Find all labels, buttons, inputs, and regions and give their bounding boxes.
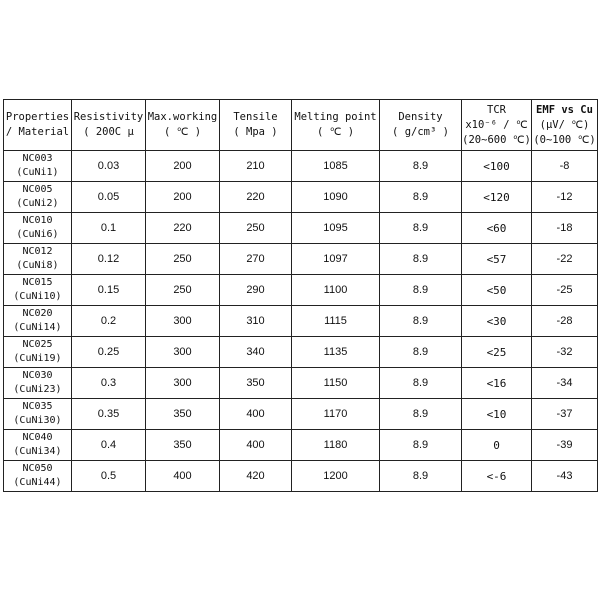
resistivity-cell: 0.35 — [72, 399, 146, 430]
density-cell: 8.9 — [380, 275, 462, 306]
emf-cell: -34 — [532, 368, 598, 399]
header-max-working — [146, 100, 220, 151]
header-line: x10⁻⁶ / ℃ — [465, 118, 528, 131]
density-cell: 8.9 — [380, 368, 462, 399]
table-row — [4, 461, 598, 492]
material-code: NC035 — [22, 401, 53, 412]
resistivity-cell: 0.3 — [72, 368, 146, 399]
material-alloy: (CuNi23) — [13, 384, 62, 395]
header-line: TCR — [487, 103, 506, 116]
material-alloy: (CuNi30) — [13, 415, 62, 426]
header-emf — [532, 100, 598, 151]
header-tcr — [462, 100, 532, 151]
density-cell: 8.9 — [380, 461, 462, 492]
resistivity-cell: 0.4 — [72, 430, 146, 461]
max-working-cell: 350 — [146, 430, 220, 461]
max-working-cell: 250 — [146, 244, 220, 275]
density-cell: 8.9 — [380, 337, 462, 368]
properties-table-container — [3, 99, 597, 492]
tcr-cell: <50 — [462, 275, 532, 306]
header-line: Resistivity — [73, 111, 144, 123]
emf-cell: -43 — [532, 461, 598, 492]
density-cell: 8.9 — [380, 182, 462, 213]
tcr-cell: <16 — [462, 368, 532, 399]
tcr-cell: <30 — [462, 306, 532, 337]
melting-point-cell: 1150 — [292, 368, 380, 399]
header-line: ( Mpa ) — [233, 126, 278, 138]
header-line: / Material — [5, 126, 70, 138]
density-cell: 8.9 — [380, 244, 462, 275]
tcr-cell: <60 — [462, 213, 532, 244]
max-working-cell: 350 — [146, 399, 220, 430]
melting-point-cell: 1200 — [292, 461, 380, 492]
material-cell — [4, 430, 72, 461]
resistivity-cell: 0.12 — [72, 244, 146, 275]
tcr-cell: <120 — [462, 182, 532, 213]
material-alloy: (CuNi10) — [13, 291, 62, 302]
tcr-cell: <-6 — [462, 461, 532, 492]
emf-cell: -12 — [532, 182, 598, 213]
tcr-cell: <100 — [462, 151, 532, 182]
tensile-cell: 400 — [220, 399, 292, 430]
tensile-cell: 420 — [220, 461, 292, 492]
material-code: NC020 — [22, 308, 53, 319]
material-alloy: (CuNi14) — [13, 322, 62, 333]
max-working-cell: 300 — [146, 337, 220, 368]
header-line: Density — [398, 111, 443, 123]
header-line: (0~100 ℃) — [533, 133, 596, 146]
header-line: (μV/ ℃) — [539, 118, 590, 131]
tcr-cell: 0 — [462, 430, 532, 461]
header-line: Max.working — [147, 111, 218, 123]
max-working-cell: 200 — [146, 151, 220, 182]
table-row — [4, 399, 598, 430]
header-properties — [4, 100, 72, 151]
material-cell — [4, 182, 72, 213]
header-line: ( 200C μ — [83, 126, 134, 138]
resistivity-cell: 0.1 — [72, 213, 146, 244]
header-line: Properties — [5, 111, 70, 123]
table-body — [4, 151, 598, 492]
material-cell — [4, 213, 72, 244]
emf-cell: -8 — [532, 151, 598, 182]
density-cell: 8.9 — [380, 306, 462, 337]
max-working-cell: 300 — [146, 306, 220, 337]
melting-point-cell: 1100 — [292, 275, 380, 306]
melting-point-cell: 1135 — [292, 337, 380, 368]
resistivity-cell: 0.5 — [72, 461, 146, 492]
material-cell — [4, 461, 72, 492]
max-working-cell: 300 — [146, 368, 220, 399]
melting-point-cell: 1170 — [292, 399, 380, 430]
material-code: NC010 — [22, 215, 53, 226]
material-code: NC025 — [22, 339, 53, 350]
header-line: EMF vs Cu — [536, 103, 593, 116]
tensile-cell: 350 — [220, 368, 292, 399]
tensile-cell: 210 — [220, 151, 292, 182]
material-code: NC050 — [22, 463, 53, 474]
table-row — [4, 306, 598, 337]
tensile-cell: 290 — [220, 275, 292, 306]
header-line: ( ℃ ) — [163, 126, 202, 138]
table-header — [4, 100, 598, 151]
material-cell — [4, 337, 72, 368]
material-alloy: (CuNi2) — [16, 198, 59, 209]
melting-point-cell: 1180 — [292, 430, 380, 461]
tensile-cell: 400 — [220, 430, 292, 461]
table-row — [4, 337, 598, 368]
material-code: NC012 — [22, 246, 53, 257]
material-code: NC005 — [22, 184, 53, 195]
table-row — [4, 368, 598, 399]
max-working-cell: 200 — [146, 182, 220, 213]
header-resistivity — [72, 100, 146, 151]
tensile-cell: 340 — [220, 337, 292, 368]
emf-cell: -18 — [532, 213, 598, 244]
emf-cell: -32 — [532, 337, 598, 368]
resistivity-cell: 0.05 — [72, 182, 146, 213]
material-cell — [4, 306, 72, 337]
material-alloy: (CuNi6) — [16, 229, 59, 240]
header-density — [380, 100, 462, 151]
resistivity-cell: 0.2 — [72, 306, 146, 337]
header-line: (20~600 ℃) — [462, 133, 531, 146]
material-code: NC040 — [22, 432, 53, 443]
header-row — [4, 100, 598, 151]
material-alloy: (CuNi34) — [13, 446, 62, 457]
material-cell — [4, 275, 72, 306]
density-cell: 8.9 — [380, 430, 462, 461]
material-cell — [4, 244, 72, 275]
melting-point-cell: 1095 — [292, 213, 380, 244]
tensile-cell: 250 — [220, 213, 292, 244]
alloy-properties-table — [3, 99, 598, 492]
tcr-cell: <25 — [462, 337, 532, 368]
material-alloy: (CuNi19) — [13, 353, 62, 364]
resistivity-cell: 0.03 — [72, 151, 146, 182]
tcr-cell: <57 — [462, 244, 532, 275]
material-alloy: (CuNi44) — [13, 477, 62, 488]
density-cell: 8.9 — [380, 213, 462, 244]
material-alloy: (CuNi1) — [16, 167, 59, 178]
tensile-cell: 270 — [220, 244, 292, 275]
tcr-cell: <10 — [462, 399, 532, 430]
melting-point-cell: 1090 — [292, 182, 380, 213]
material-code: NC015 — [22, 277, 53, 288]
material-cell — [4, 368, 72, 399]
emf-cell: -39 — [532, 430, 598, 461]
tensile-cell: 310 — [220, 306, 292, 337]
resistivity-cell: 0.15 — [72, 275, 146, 306]
header-line: Tensile — [233, 111, 278, 123]
resistivity-cell: 0.25 — [72, 337, 146, 368]
melting-point-cell: 1085 — [292, 151, 380, 182]
table-row — [4, 275, 598, 306]
melting-point-cell: 1115 — [292, 306, 380, 337]
header-line: Melting point — [294, 111, 377, 123]
emf-cell: -22 — [532, 244, 598, 275]
table-row — [4, 430, 598, 461]
density-cell: 8.9 — [380, 151, 462, 182]
emf-cell: -37 — [532, 399, 598, 430]
header-line: ( ℃ ) — [316, 126, 355, 138]
max-working-cell: 400 — [146, 461, 220, 492]
material-cell — [4, 399, 72, 430]
density-cell: 8.9 — [380, 399, 462, 430]
material-alloy: (CuNi8) — [16, 260, 59, 271]
max-working-cell: 220 — [146, 213, 220, 244]
emf-cell: -28 — [532, 306, 598, 337]
header-line: ( g/cm³ ) — [392, 126, 449, 138]
table-row — [4, 182, 598, 213]
melting-point-cell: 1097 — [292, 244, 380, 275]
material-code: NC030 — [22, 370, 53, 381]
material-cell — [4, 151, 72, 182]
tensile-cell: 220 — [220, 182, 292, 213]
header-melting-point — [292, 100, 380, 151]
table-row — [4, 151, 598, 182]
table-row — [4, 213, 598, 244]
material-code: NC003 — [22, 153, 53, 164]
emf-cell: -25 — [532, 275, 598, 306]
table-row — [4, 244, 598, 275]
max-working-cell: 250 — [146, 275, 220, 306]
header-tensile — [220, 100, 292, 151]
